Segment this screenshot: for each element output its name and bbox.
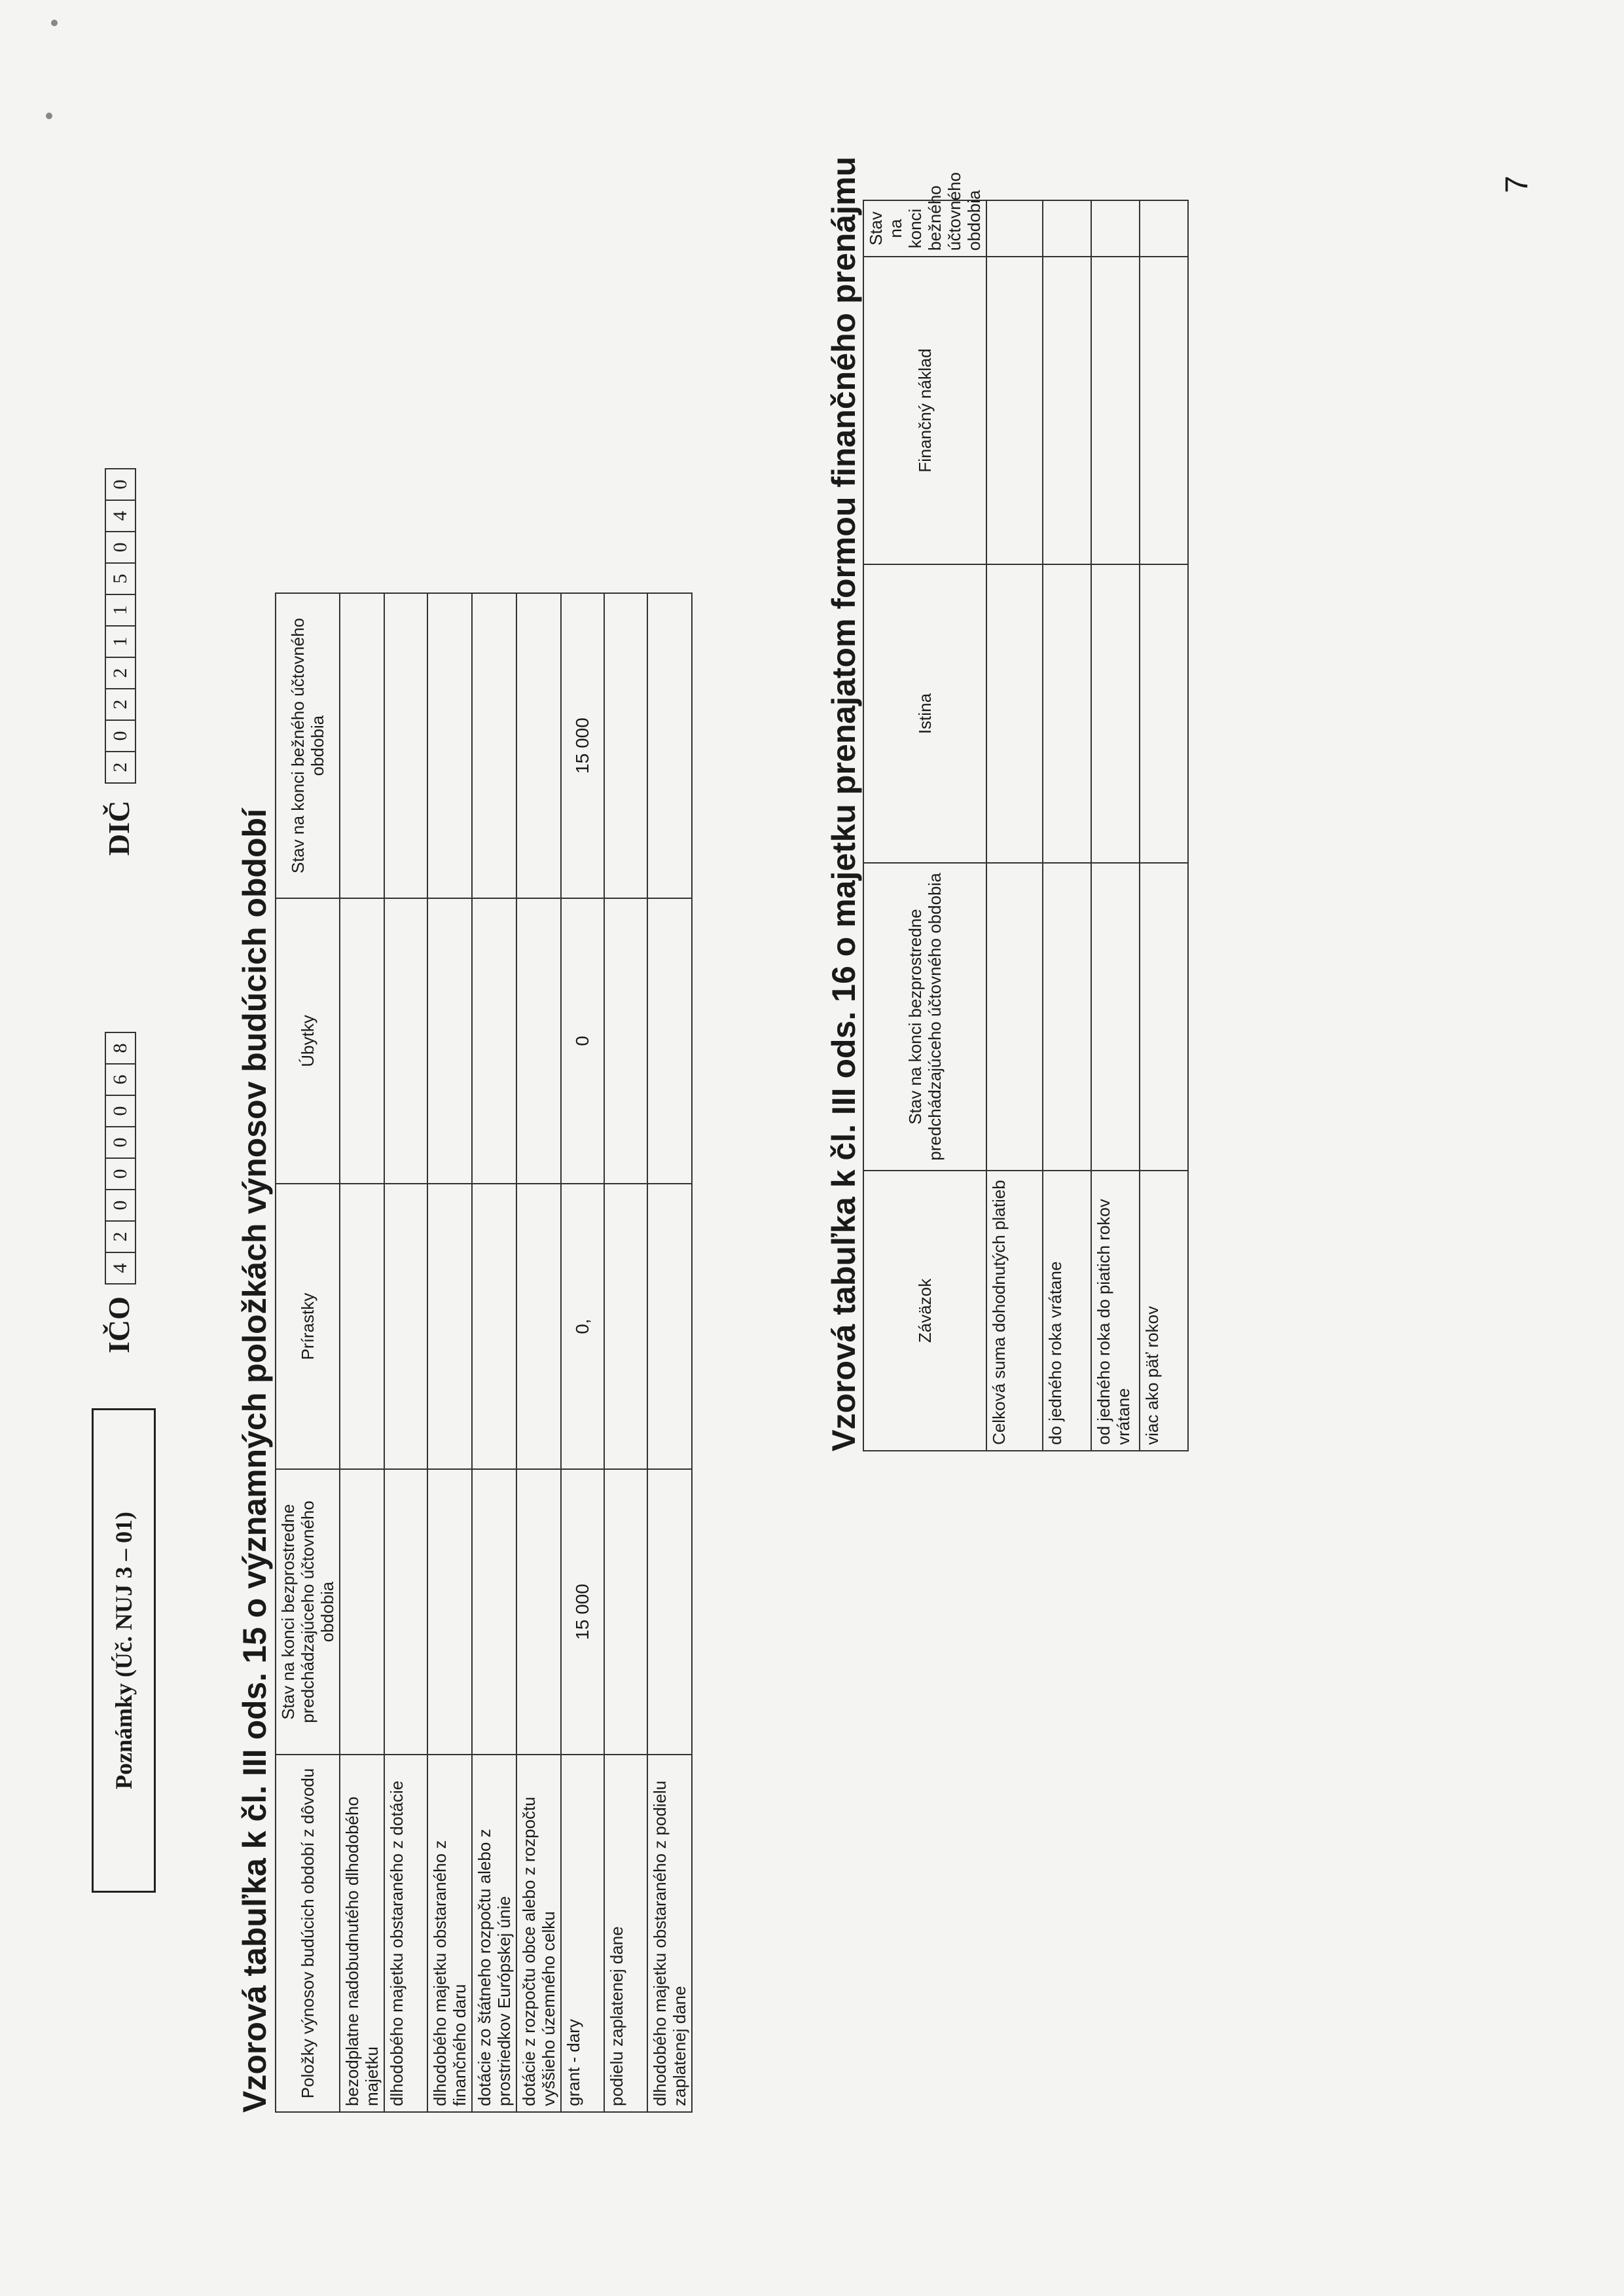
value-cell (340, 1469, 384, 1755)
page-number: 7 (1500, 175, 1534, 193)
dic-label: DIČ (102, 800, 135, 856)
row-label: bezodplatne nadobudnutého dlhodobého majetku (340, 1755, 384, 2112)
row-label: od jedného roka do piatich rokov vrátane (1091, 1171, 1140, 1451)
value-cell: 15 000 (561, 593, 604, 898)
table2-header-cell: Stav na konci bezprostredne predchádzajúceho účtovného obdobia (863, 863, 986, 1171)
value-cell (647, 1469, 692, 1755)
table2-title: Vzorová tabuľka k čl. III ods. 16 o majetku prenajatom formou finančného prenájmu (825, 156, 862, 1451)
value-cell (1091, 200, 1140, 257)
value-cell: 0 (561, 898, 604, 1184)
table-row (647, 593, 692, 2112)
table-row (472, 593, 516, 2112)
dic-digits (105, 468, 136, 784)
table2-header-cell: Istina (863, 564, 986, 863)
id-digit: 2 (106, 1220, 135, 1252)
id-digit: 0 (106, 531, 135, 562)
value-cell (427, 593, 472, 898)
notes-label-box (92, 1408, 156, 1893)
value-cell (472, 1184, 516, 1469)
table1-header-cell: Stav na konci bežného účtovného obdobia (276, 593, 340, 898)
value-cell (1140, 564, 1188, 863)
value-cell (427, 1184, 472, 1469)
row-label: dotácie z rozpočtu obce alebo z rozpočtu vyššieho územného celku (516, 1755, 561, 2112)
value-cell (384, 1469, 427, 1755)
table1-header-row (276, 593, 340, 2112)
table-row (986, 200, 1043, 1451)
value-cell (384, 898, 427, 1184)
value-cell (604, 1184, 647, 1469)
value-cell (472, 593, 516, 898)
table2-header-cell: Finančný náklad (863, 257, 986, 564)
table-row (340, 593, 384, 2112)
id-digit: 0 (106, 1095, 135, 1126)
value-cell (1091, 257, 1140, 564)
value-cell (604, 1469, 647, 1755)
value-cell (986, 863, 1043, 1171)
id-digit: 2 (106, 657, 135, 688)
table-row (1043, 200, 1091, 1451)
value-cell (516, 593, 561, 898)
value-cell (647, 1184, 692, 1469)
value-cell (384, 1184, 427, 1469)
value-cell (647, 593, 692, 898)
value-cell (1043, 564, 1091, 863)
table2-header-cell: Stav na konci bežného účtovného obdobia (863, 200, 986, 257)
row-label: do jedného roka vrátane (1043, 1171, 1091, 1451)
id-digit: 0 (109, 479, 131, 490)
value-cell (604, 593, 647, 898)
notes-label: Poznámky (Úč. NUJ 3 – 01) (111, 1512, 137, 1789)
value-cell: 15 000 (561, 1469, 604, 1755)
value-cell (1140, 257, 1188, 564)
row-label: dlhodobého majetku obstaraného z dotácie (384, 1755, 427, 2112)
row-label: podielu zaplatenej dane (604, 1755, 647, 2112)
id-digit: 0 (106, 1189, 135, 1220)
value-cell (1043, 863, 1091, 1171)
value-cell (1043, 257, 1091, 564)
table1-header-cell: Prírastky (276, 1184, 340, 1469)
value-cell (1091, 863, 1140, 1171)
value-cell (1140, 200, 1188, 257)
ico-digits (105, 1032, 136, 1285)
id-digit: 1 (106, 625, 135, 657)
row-label: viac ako päť rokov (1140, 1171, 1188, 1451)
id-digit: 6 (106, 1063, 135, 1095)
id-digit: 4 (106, 500, 135, 531)
table2 (863, 172, 1189, 1451)
id-digit: 2 (106, 751, 135, 782)
value-cell (516, 898, 561, 1184)
table1-header-cell: Stav na konci bezprostredne predchádzajúceho účtovného obdobia (276, 1469, 340, 1755)
row-label: dlhodobého majetku obstaraného z finančného daru (427, 1755, 472, 2112)
row-label: Celková suma dohodnutých platieb (986, 1171, 1043, 1451)
table-row (1091, 200, 1140, 1451)
row-label: grant - dary (561, 1755, 604, 2112)
table-row (1140, 200, 1188, 1451)
value-cell (340, 898, 384, 1184)
table1-title: Vzorová tabuľka k čl. III ods. 15 o významných položkách výnosov budúcich období (236, 809, 273, 2113)
row-label: dlhodobého majetku obstaraného z podielu zaplatenej dane (647, 1755, 692, 2112)
id-digit: 0 (106, 1157, 135, 1189)
value-cell (472, 898, 516, 1184)
value-cell (427, 898, 472, 1184)
table-row (561, 593, 604, 2112)
ico-label: IČO (102, 1296, 135, 1353)
value-cell (986, 257, 1043, 564)
value-cell (472, 1469, 516, 1755)
value-cell: 0, (561, 1184, 604, 1469)
value-cell (384, 593, 427, 898)
value-cell (986, 564, 1043, 863)
row-label: dotácie zo štátneho rozpočtu alebo z prostriedkov Európskej únie (472, 1755, 516, 2112)
id-digit: 0 (106, 1126, 135, 1157)
value-cell (1140, 863, 1188, 1171)
value-cell (986, 200, 1043, 257)
table1-header-cell: Úbytky (276, 898, 340, 1184)
table2-header-cell: Záväzok (863, 1171, 986, 1451)
value-cell (1091, 564, 1140, 863)
table-row (604, 593, 647, 2112)
id-digit: 0 (106, 720, 135, 751)
table-row (427, 593, 472, 2112)
table1-header-cell: Položky výnosov budúcich období z dôvodu (276, 1755, 340, 2112)
id-digit: 1 (106, 594, 135, 625)
table2-header-row (863, 200, 986, 1451)
value-cell (516, 1184, 561, 1469)
table1 (275, 592, 693, 2113)
id-digit: 8 (109, 1043, 131, 1053)
value-cell (516, 1469, 561, 1755)
id-digit: 4 (106, 1252, 135, 1283)
id-digit: 2 (106, 688, 135, 720)
value-cell (340, 593, 384, 898)
value-cell (340, 1184, 384, 1469)
table-row (384, 593, 427, 2112)
value-cell (1043, 200, 1091, 257)
table-row (516, 593, 561, 2112)
value-cell (647, 898, 692, 1184)
value-cell (604, 898, 647, 1184)
id-digit: 5 (106, 562, 135, 594)
value-cell (427, 1469, 472, 1755)
